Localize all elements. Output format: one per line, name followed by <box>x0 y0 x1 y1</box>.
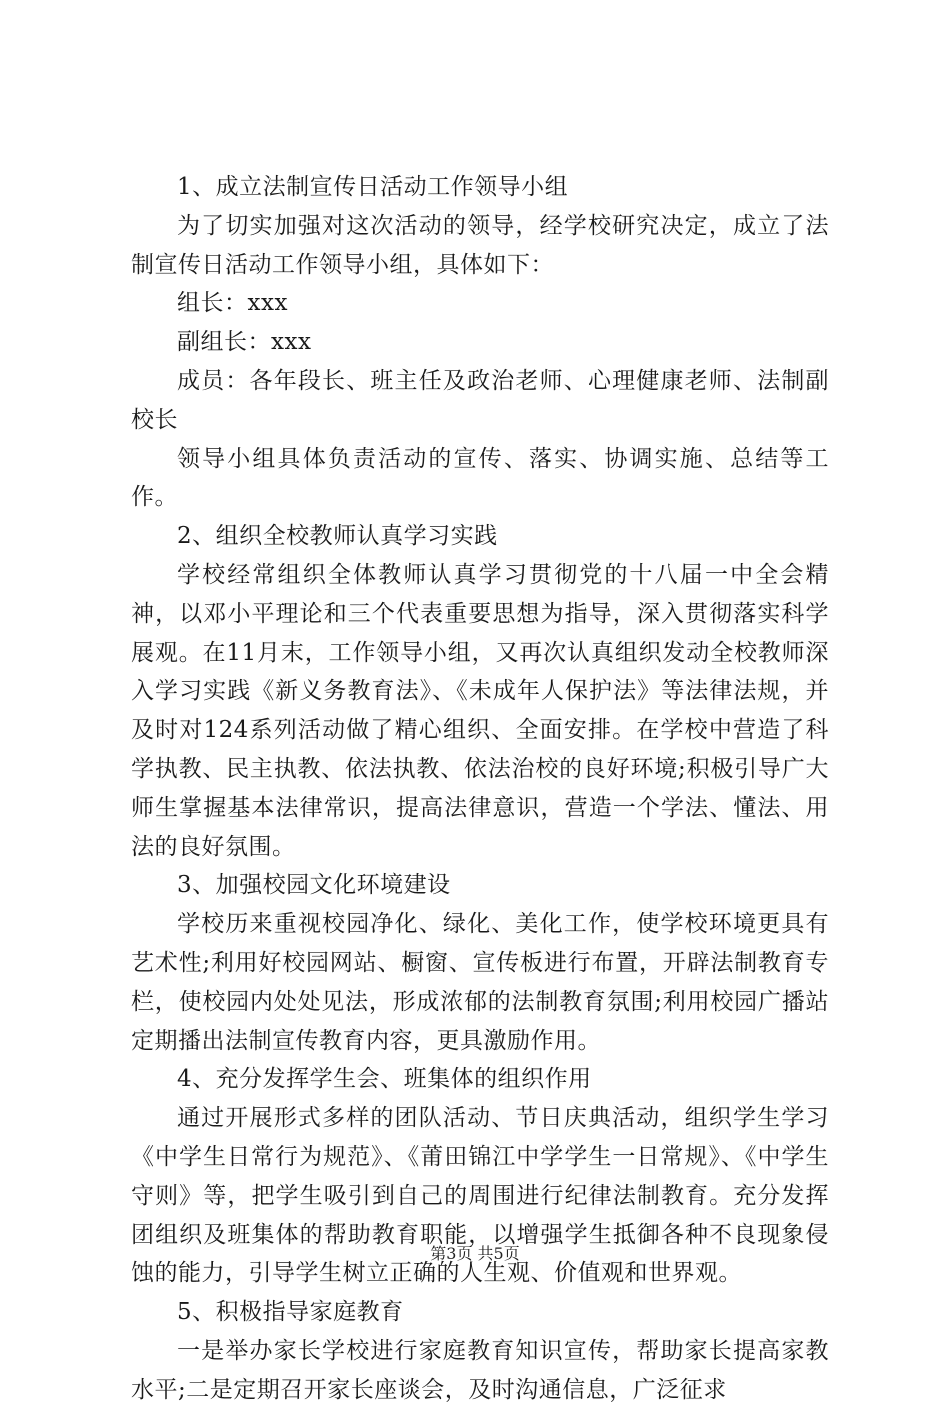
paragraph: 领导小组具体负责活动的宣传、落实、协调实施、总结等工作。 <box>131 445 829 511</box>
section-heading-5: 5、积极指导家庭教育 <box>177 1299 404 1326</box>
page-number-footer: 第3页 共5页 <box>430 1244 520 1263</box>
paragraph: 学校历来重视校园净化、绿化、美化工作，使学校环境更具有艺术性;利用好校园网站、橱窗、宣传板进行布置，开辟法制教育专栏，使校园内处处见法，形成浓郁的法制教育氛围;利用校园广播站定期播出法制宣传教育内容，更具激励作用。 <box>131 911 829 1054</box>
document-body <box>131 168 829 1410</box>
section-heading-3: 3、加强校园文化环境建设 <box>177 872 451 899</box>
paragraph: 学校经常组织全体教师认真学习贯彻党的十八届一中全会精神，以邓小平理论和三个代表重要思想为指导，深入贯彻落实科学展观。在11月末，工作领导小组，又再次认真组织发动全校教师深入学习实践《新义务教育法》、《未成年人保护法》等法律法规，并及时对124系列活动做了精心组织、全面安排。在学校中营造了科学执教、民主执教、依法执教、依法治校的良好环境;积极引导广大师生掌握基本法律常识，提高法律意识，营造一个学法、懂法、用法的良好氛围。 <box>131 561 829 860</box>
section-heading-1: 1、成立法制宣传日活动工作领导小组 <box>177 174 569 200</box>
section-heading-2: 2、组织全校教师认真学习实践 <box>177 523 498 550</box>
paragraph: 为了切实加强对这次活动的领导，经学校研究决定，成立了法制宣传日活动工作领导小组，具体如下： <box>131 212 829 278</box>
paragraph-group-leader: 组长：xxx <box>177 290 288 317</box>
paragraph-deputy-leader: 副组长：xxx <box>177 329 312 356</box>
paragraph: 一是举办家长学校进行家庭教育知识宣传，帮助家长提高家教水平;二是定期召开家长座谈会，及时沟通信息，广泛征求 <box>131 1337 829 1403</box>
paragraph: 通过开展形式多样的团队活动、节日庆典活动，组织学生学习《中学生日常行为规范》、《莆田锦江中学学生一日常规》、《中学生守则》等，把学生吸引到自己的周围进行纪律法制教育。充分发挥团组织及班集体的帮助教育职能，以增强学生抵御各种不良现象侵蚀的能力，引导学生树立正确的人生观、价值观和世界观。 <box>131 1105 829 1287</box>
section-heading-4: 4、充分发挥学生会、班集体的组织作用 <box>177 1066 592 1093</box>
paragraph-members: 成员：各年段长、班主任及政治老师、心理健康老师、法制副校长 <box>131 367 829 433</box>
